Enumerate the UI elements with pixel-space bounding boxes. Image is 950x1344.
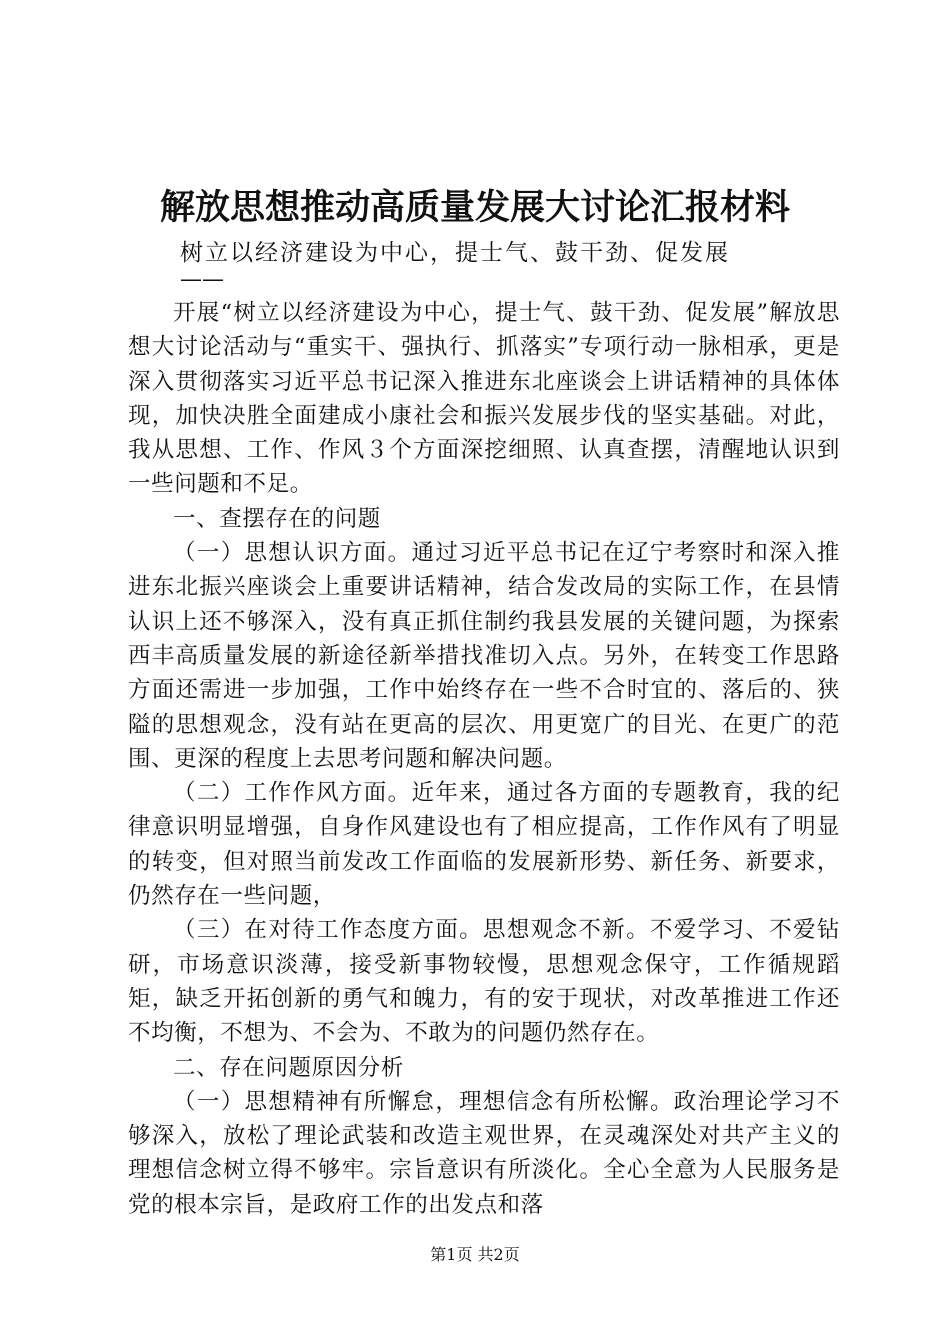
document-title: 解放思想推动高质量发展大讨论汇报材料 [159,187,790,228]
paragraph-cause-analysis: （一）思想精神有所懈怠，理想信念有所松懈。政治理论学习不够深入，放松了理论武装和改造主观世界，在灵魂深处对共产主义的理想信念树立得不够牢。宗旨意识有所淡化。全心全意为人民服务是党的根本宗旨，是政府工作的出发点和落 [128,1088,840,1218]
paragraph-thinking: （一）思想认识方面。通过习近平总书记在辽宁考察时和深入推进东北振兴座谈会上重要讲话精神，结合发改局的实际工作，在县情认识上还不够深入，没有真正抓住制约我县发展的关键问题，为探索西丰高质量发展的新途径新举措找准切入点。另外，在转变工作思路方面还需进一步加强，工作中始终存在一些不合时宜的、落后的、狭隘的思想观念，没有站在更高的层次、用更宽广的目光、在更广的范围、更深的程度上去思考问题和解决问题。 [128,540,840,772]
subtitle-dash: —— [180,267,224,292]
paragraph-work-style: （二）工作作风方面。近年来，通过各方面的专题教育，我的纪律意识明显增强，自身作风建设也有了相应提高，工作作风有了明显的转变，但对照当前发改工作面临的发展新形势、新任务、新要求，仍然存在一些问题， [128,780,840,910]
page-footer: 第1页 共2页 [430,1245,520,1264]
document-subtitle: 树立以经济建设为中心，提士气、鼓干劲、促发展 [180,240,730,266]
section-heading-2: 二、存在问题原因分析 [173,1054,405,1081]
document-body [128,296,840,1222]
paragraph-intro: 开展“树立以经济建设为中心，提士气、鼓干劲、促发展”解放思想大讨论活动与“重实干、强执行、抓落实”专项行动一脉相承，更是深入贯彻落实习近平总书记深入推进东北座谈会上讲话精神的具体体现，加快决胜全面建成小康社会和振兴发展步伐的坚实基础。对此，我从思想、工作、作风３个方面深挖细照、认真查摆，清醒地认识到一些问题和不足。 [128,300,840,498]
paragraph-work-attitude: （三）在对待工作态度方面。思想观念不新。不爱学习、不爱钻研，市场意识淡薄，接受新事物较慢，思想观念保守，工作循规蹈矩，缺乏开拓创新的勇气和魄力，有的安于现状，对改革推进工作还不均衡，不想为、不会为、不敢为的问题仍然存在。 [128,917,840,1047]
section-heading-1: 一、查摆存在的问题 [173,505,381,532]
